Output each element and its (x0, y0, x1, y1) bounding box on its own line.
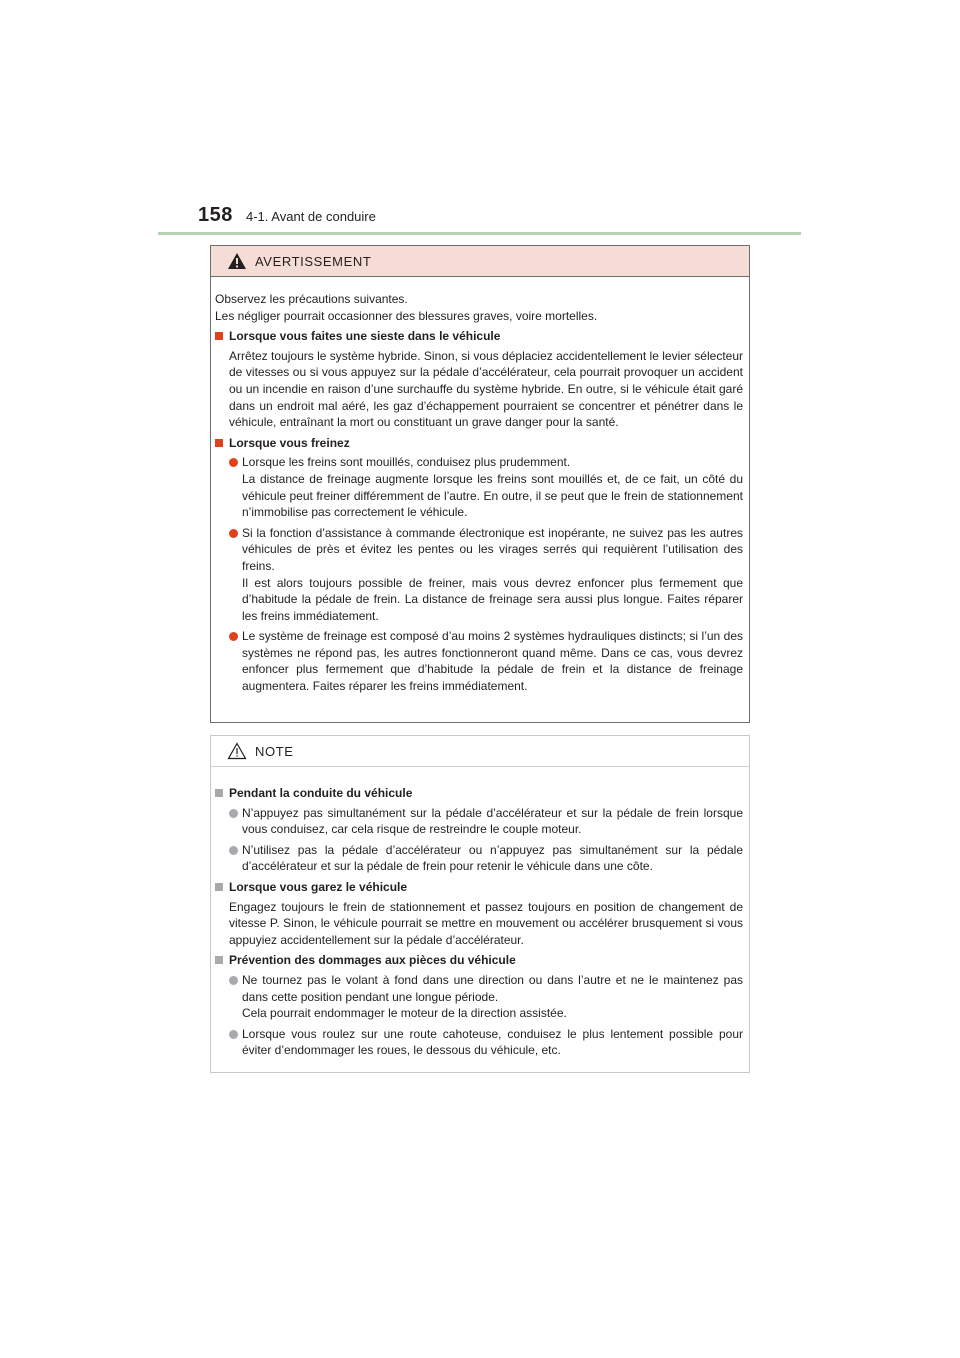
bullet-text: N’appuyez pas simultanément sur la pédale d’accélérateur et sur la pédale de frein lorsque vous conduisez, car cela risque de restreindre le couple moteur. (242, 805, 743, 837)
bullet-text: Si la fonction d’assistance à commande électronique est inopérante, ne suivez pas les autres véhicules de près et évitez les pentes ou les virages serrés qui requièrent l’utilisation des freins. (242, 525, 743, 573)
warning-intro-1: Observez les précautions suivantes. (215, 292, 408, 306)
heading-label: Pendant la conduite du véhicule (229, 786, 413, 800)
heading-label: Lorsque vous garez le véhicule (229, 879, 408, 894)
note-header (211, 736, 749, 767)
bullet-text: Lorsque vous roulez sur une route cahoteuse, conduisez le plus lentement possible pour éviter d’endommager les roues, le dessous du véhicule, etc. (242, 1026, 743, 1058)
bullet-detail: Il est alors toujours possible de freiner, mais vous devrez enfoncer plus fermement que d’habitude la pédale de frein. La distance de freinage sera aussi plus longue. Faites réparer les freins immédiatement. (242, 575, 743, 623)
heading-square-icon (215, 883, 223, 891)
bullet-text: N’utilisez pas la pédale d’accélérateur ou n’appuyez pas simultanément sur la pédale d’accélérateur et sur la pédale de frein pour retenir le véhicule dans une côte. (242, 842, 743, 874)
list-item (215, 805, 743, 838)
note-title: NOTE (255, 743, 294, 759)
list-item (215, 525, 743, 625)
bullet-dot-icon (229, 458, 238, 467)
heading-label: Prévention des dommages aux pièces du véhicule (229, 953, 516, 968)
note-heading-damage (215, 952, 743, 969)
bullet-text: Le système de freinage est composé d’au moins 2 systèmes hydrauliques distincts; si l’un des systèmes ne répond pas, les autres fonctionneront quand même. Dans ce cas, vous devrez enfoncer plus fermement que d’habitude la pédale de frein et la distance de freinage augmentera. Faites réparer les freins immédiatement. (242, 629, 743, 694)
note-heading-driving (215, 785, 743, 802)
heading-square-icon (215, 789, 223, 797)
bullet-detail: Cela pourrait endommager le moteur de la direction assistée. (242, 1006, 567, 1021)
warning-heading-braking (215, 435, 743, 452)
list-item (215, 454, 743, 520)
bullet-dot-icon (229, 632, 238, 641)
caution-triangle-icon (227, 742, 247, 760)
warning-intro-2: Les négliger pourrait occasionner des blessures graves, voire mortelles. (215, 308, 598, 323)
bullet-dot-icon (229, 529, 238, 538)
bullet-detail: La distance de freinage augmente lorsque les freins sont mouillés et, de ce fait, un côté du véhicule peut freiner différemment de l’autre. En outre, il se peut que le frein de stationnement n’immobilise pas correctement le véhicule. (242, 471, 743, 520)
note-heading-parking (215, 879, 743, 896)
warning-heading-nap (215, 328, 743, 345)
list-item (215, 842, 743, 875)
bullet-text: Ne tournez pas le volant à fond dans une direction ou dans l’autre et ne le maintenez pas dans cette position pendant une longue période. (242, 972, 743, 1004)
list-item (215, 628, 743, 694)
page-header (198, 204, 803, 234)
warning-triangle-icon (227, 252, 247, 270)
list-item (215, 1026, 743, 1059)
bullet-dot-icon (229, 846, 238, 855)
warning-box (210, 245, 750, 723)
bullet-dot-icon (229, 976, 238, 985)
header-rule (158, 232, 801, 235)
bullet-dot-icon (229, 1030, 238, 1039)
page-number: 158 (198, 204, 233, 226)
warning-title: AVERTISSEMENT (255, 253, 372, 269)
note-box (210, 735, 750, 1073)
heading-square-icon (215, 332, 223, 340)
bullet-dot-icon (229, 809, 238, 818)
warning-body (211, 277, 749, 695)
list-item (215, 972, 743, 1022)
heading-square-icon (215, 956, 223, 964)
warning-header (211, 246, 749, 277)
heading-label: Lorsque vous faites une sieste dans le véhicule (229, 329, 501, 344)
warning-text-nap: Arrêtez toujours le système hybride. Sinon, si vous déplaciez accidentellement le levier sélecteur de vitesses ou si vous appuyez sur la pédale d’accélérateur, cela pourrait provoquer un accident ou un incendie en raison d’une surchauffe du système hybride. En outre, si le véhicule était garé dans un endroit mal aéré, les gaz d’échappement pourraient se concentrer et pénétrer dans le véhicule, entraînant la mort ou constituant un grave danger pour la santé. (229, 348, 743, 430)
bullet-text: Lorsque les freins sont mouillés, conduisez plus prudemment. (242, 455, 571, 470)
heading-square-icon (215, 439, 223, 447)
note-body (211, 767, 749, 1059)
heading-label: Lorsque vous freinez (229, 435, 350, 450)
section-title: 4-1. Avant de conduire (246, 209, 376, 224)
note-text-parking: Engagez toujours le frein de stationnement et passez toujours en position de changement de vitesse P. Sinon, le véhicule pourrait se mettre en mouvement ou accélérer brusquement si vous appuyiez accidentellement sur la pédale d’accélérateur. (229, 899, 743, 947)
